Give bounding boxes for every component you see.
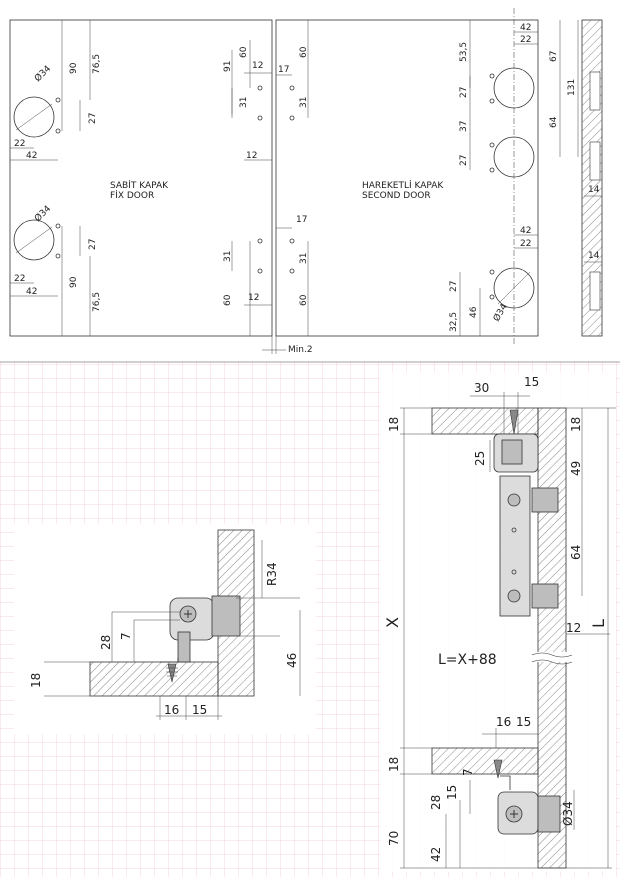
top-elevation-drawing [10, 8, 602, 355]
dim-label: 16 [164, 703, 180, 717]
door-panel [90, 662, 218, 696]
dim-label: 7 [461, 768, 475, 776]
dim-label: 15 [445, 784, 459, 800]
dim-label: 16 [496, 715, 512, 729]
second-door-middle-cup [490, 137, 534, 177]
dim-label: 27 [459, 86, 469, 98]
side-view-closed [14, 524, 316, 734]
dim-label: Ø34 [561, 801, 575, 826]
dim-label: 15 [516, 715, 532, 729]
dim-label: 12 [248, 293, 260, 303]
dim-label: 22 [14, 274, 26, 284]
dim-label: 31 [299, 252, 309, 264]
dim-label: 27 [459, 154, 469, 166]
dim-label: 49 [569, 460, 583, 476]
dim-label: 22 [520, 35, 532, 45]
second-door-upper-cup [490, 68, 534, 108]
dim-label: 25 [473, 450, 487, 466]
dim-label: 31 [299, 96, 309, 108]
dim-label: 76,5 [92, 291, 102, 312]
dim-label: Ø34 [33, 203, 54, 225]
dim-label: 28 [99, 634, 113, 650]
dim-label: R34 [265, 562, 279, 586]
dim-label: 7 [119, 632, 133, 640]
dim-label: 30 [474, 381, 490, 395]
dim-label: 27 [88, 112, 98, 124]
dim-label: 18 [29, 672, 43, 688]
dim-label: 12 [246, 151, 258, 161]
dim-label: 64 [549, 116, 559, 128]
dim-label: L [589, 619, 608, 628]
dim-label: 70 [387, 830, 401, 846]
side-view-full-height [380, 372, 616, 872]
dim-label: 90 [69, 276, 79, 288]
second-door-label-line1: HAREKETLİ KAPAK [362, 181, 444, 191]
dim-label: 131 [567, 78, 577, 96]
dim-label: 27 [449, 280, 459, 292]
dim-label: 46 [285, 652, 299, 668]
fix-door-lower-cup [14, 220, 60, 260]
fix-door-upper-cup [14, 97, 60, 137]
dim-label: 42 [26, 287, 38, 297]
dim-label: 76,5 [92, 53, 102, 74]
dim-label: 60 [299, 46, 309, 58]
dim-label: 18 [387, 416, 401, 432]
fix-door-label-line2: FİX DOOR [110, 191, 155, 201]
dim-label: Ø34 [491, 302, 510, 324]
dim-label: 37 [459, 120, 469, 132]
dim-label: 31 [239, 96, 249, 108]
dim-label: 28 [429, 794, 443, 810]
dim-label: 32,5 [449, 311, 459, 332]
dim-label: Ø34 [33, 63, 54, 85]
dim-label: 42 [520, 226, 532, 236]
top-shelf [432, 408, 538, 434]
dim-label: 14 [588, 185, 600, 195]
dim-label: 64 [569, 544, 583, 560]
dim-label: 17 [278, 65, 290, 75]
dim-label: 53,5 [459, 41, 469, 62]
dim-label: 91 [223, 60, 233, 72]
second-door-outline [276, 20, 538, 336]
second-door-label-line2: SECOND DOOR [362, 191, 431, 201]
dim-label: 60 [299, 294, 309, 306]
dim-label: X [383, 617, 402, 628]
dim-label: 22 [14, 139, 26, 149]
gap-label: Min.2 [288, 345, 313, 355]
dim-label: 27 [88, 238, 98, 250]
dim-label: 18 [569, 416, 583, 432]
dim-label: 12 [566, 621, 582, 635]
fix-door-label-line1: SABİT KAPAK [110, 181, 169, 191]
dim-label: 17 [296, 215, 308, 225]
dim-label: 46 [469, 306, 479, 318]
dim-label: 22 [520, 239, 532, 249]
dim-label: 18 [387, 756, 401, 772]
dim-label: 15 [192, 703, 208, 717]
dim-label: 67 [549, 50, 559, 62]
dim-label: 31 [223, 250, 233, 262]
dim-label: 12 [252, 61, 264, 71]
dim-label: 14 [588, 251, 600, 261]
dim-label: 60 [223, 294, 233, 306]
length-formula: L=X+88 [438, 652, 497, 668]
dim-label: 90 [69, 62, 79, 74]
dim-label: 15 [524, 375, 540, 389]
dim-label: 42 [429, 846, 443, 862]
bottom-shelf [432, 748, 538, 774]
second-door-lower-cup [490, 268, 534, 308]
dim-label: 42 [520, 23, 532, 33]
dim-label: 42 [26, 151, 38, 161]
dim-label: 60 [239, 46, 249, 58]
